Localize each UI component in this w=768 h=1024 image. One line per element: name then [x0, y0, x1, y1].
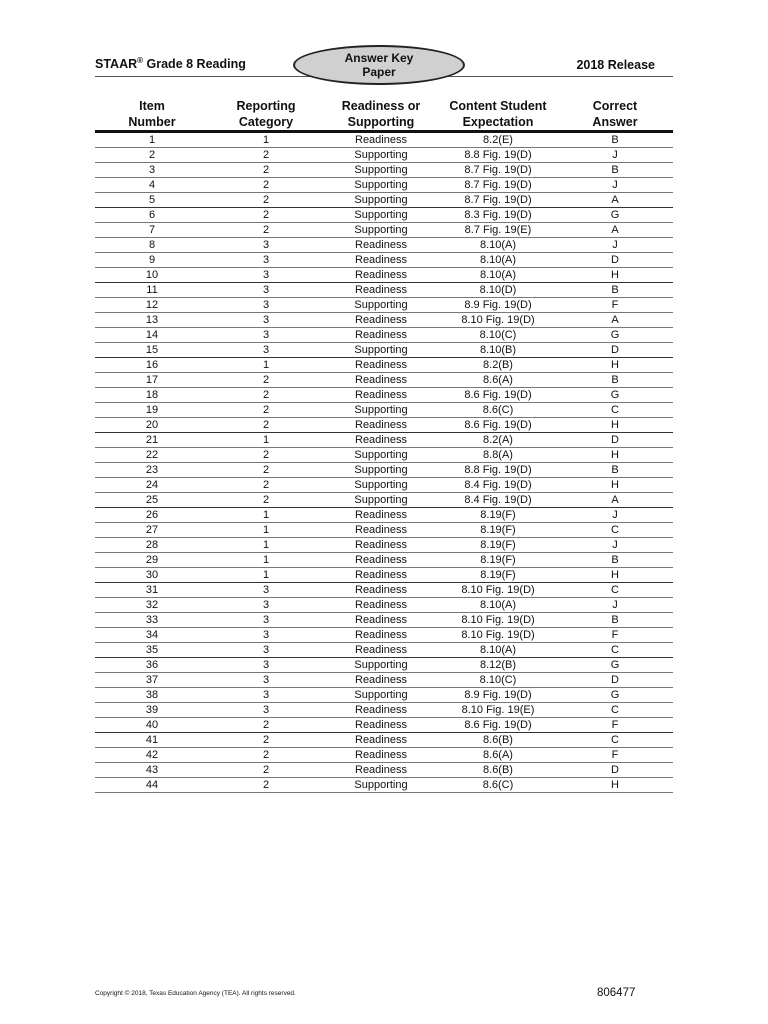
expectation-cell: 8.4 Fig. 19(D) [439, 493, 557, 508]
table-row [95, 268, 673, 283]
table-row [95, 658, 673, 673]
answer-cell: A [557, 223, 673, 238]
expectation-cell: 8.3 Fig. 19(D) [439, 208, 557, 223]
table-row [95, 448, 673, 463]
expectation-cell: 8.6(A) [439, 748, 557, 763]
item-number-cell: 33 [95, 613, 209, 628]
readiness-cell: Readiness [323, 418, 439, 433]
item-number-cell: 26 [95, 508, 209, 523]
answer-cell: B [557, 132, 673, 148]
reporting-category-cell: 3 [209, 703, 323, 718]
expectation-cell: 8.10(A) [439, 238, 557, 253]
answer-cell: D [557, 343, 673, 358]
answer-cell: C [557, 703, 673, 718]
readiness-cell: Readiness [323, 358, 439, 373]
expectation-cell: 8.10 Fig. 19(D) [439, 628, 557, 643]
readiness-cell: Supporting [323, 688, 439, 703]
expectation-cell: 8.10 Fig. 19(D) [439, 613, 557, 628]
item-number-cell: 2 [95, 148, 209, 163]
item-number-cell: 40 [95, 718, 209, 733]
item-number-cell: 30 [95, 568, 209, 583]
answer-cell: G [557, 388, 673, 403]
table-row [95, 478, 673, 493]
answer-cell: D [557, 253, 673, 268]
reporting-category-cell: 2 [209, 448, 323, 463]
reporting-category-cell: 1 [209, 538, 323, 553]
table-row [95, 298, 673, 313]
table-row [95, 253, 673, 268]
item-number-cell: 4 [95, 178, 209, 193]
readiness-cell: Readiness [323, 673, 439, 688]
table-row [95, 553, 673, 568]
answer-cell: F [557, 628, 673, 643]
expectation-cell: 8.10 Fig. 19(D) [439, 313, 557, 328]
readiness-cell: Readiness [323, 718, 439, 733]
table-row [95, 643, 673, 658]
table-row [95, 463, 673, 478]
answer-cell: C [557, 643, 673, 658]
answer-cell: A [557, 493, 673, 508]
readiness-cell: Readiness [323, 568, 439, 583]
table-row [95, 132, 673, 148]
reporting-category-cell: 3 [209, 688, 323, 703]
readiness-cell: Readiness [323, 523, 439, 538]
readiness-cell: Supporting [323, 298, 439, 313]
reporting-category-cell: 2 [209, 178, 323, 193]
table-row [95, 538, 673, 553]
reporting-category-cell: 3 [209, 268, 323, 283]
readiness-cell: Readiness [323, 508, 439, 523]
expectation-cell: 8.10(D) [439, 283, 557, 298]
table-row [95, 688, 673, 703]
table-row [95, 523, 673, 538]
item-number-cell: 35 [95, 643, 209, 658]
reporting-category-cell: 3 [209, 283, 323, 298]
item-number-cell: 11 [95, 283, 209, 298]
table-row [95, 568, 673, 583]
table-row [95, 493, 673, 508]
table-row [95, 778, 673, 793]
reporting-category-cell: 2 [209, 778, 323, 793]
reporting-category-cell: 1 [209, 433, 323, 448]
table-row [95, 718, 673, 733]
table-row [95, 433, 673, 448]
item-number-cell: 44 [95, 778, 209, 793]
reporting-category-cell: 2 [209, 193, 323, 208]
expectation-cell: 8.10 Fig. 19(E) [439, 703, 557, 718]
answer-cell: B [557, 553, 673, 568]
readiness-cell: Readiness [323, 703, 439, 718]
table-row [95, 163, 673, 178]
readiness-cell: Readiness [323, 253, 439, 268]
table-row [95, 373, 673, 388]
badge-line-2: Paper [362, 65, 396, 79]
expectation-cell: 8.19(F) [439, 568, 557, 583]
readiness-cell: Readiness [323, 313, 439, 328]
document-number: 806477 [597, 987, 636, 999]
item-number-cell: 20 [95, 418, 209, 433]
readiness-cell: Supporting [323, 463, 439, 478]
answer-cell: H [557, 478, 673, 493]
item-number-cell: 32 [95, 598, 209, 613]
column-header-reporting-category: Reporting Category [209, 97, 323, 132]
reporting-category-cell: 3 [209, 328, 323, 343]
readiness-cell: Supporting [323, 223, 439, 238]
item-number-cell: 16 [95, 358, 209, 373]
reporting-category-cell: 2 [209, 208, 323, 223]
table-row [95, 628, 673, 643]
item-number-cell: 27 [95, 523, 209, 538]
answer-cell: C [557, 523, 673, 538]
reporting-category-cell: 1 [209, 523, 323, 538]
item-number-cell: 21 [95, 433, 209, 448]
item-number-cell: 36 [95, 658, 209, 673]
item-number-cell: 17 [95, 373, 209, 388]
answer-key-badge [293, 45, 465, 85]
expectation-cell: 8.19(F) [439, 538, 557, 553]
reporting-category-cell: 1 [209, 553, 323, 568]
answer-cell: G [557, 688, 673, 703]
reporting-category-cell: 1 [209, 568, 323, 583]
expectation-cell: 8.2(E) [439, 132, 557, 148]
table-row [95, 148, 673, 163]
badge-line-1: Answer Key [344, 51, 414, 65]
test-title: STAAR® Grade 8 Reading [95, 56, 246, 72]
expectation-cell: 8.10(A) [439, 253, 557, 268]
table-row [95, 598, 673, 613]
reporting-category-cell: 1 [209, 508, 323, 523]
readiness-cell: Readiness [323, 613, 439, 628]
item-number-cell: 23 [95, 463, 209, 478]
answer-cell: G [557, 658, 673, 673]
readiness-cell: Supporting [323, 178, 439, 193]
reporting-category-cell: 2 [209, 388, 323, 403]
readiness-cell: Supporting [323, 163, 439, 178]
expectation-cell: 8.10(C) [439, 673, 557, 688]
item-number-cell: 38 [95, 688, 209, 703]
expectation-cell: 8.10(C) [439, 328, 557, 343]
answer-cell: B [557, 613, 673, 628]
item-number-cell: 25 [95, 493, 209, 508]
table-row [95, 673, 673, 688]
reporting-category-cell: 3 [209, 298, 323, 313]
answer-cell: J [557, 238, 673, 253]
readiness-cell: Supporting [323, 493, 439, 508]
expectation-cell: 8.19(F) [439, 523, 557, 538]
expectation-cell: 8.2(A) [439, 433, 557, 448]
expectation-cell: 8.7 Fig. 19(D) [439, 163, 557, 178]
expectation-cell: 8.12(B) [439, 658, 557, 673]
expectation-cell: 8.10(A) [439, 598, 557, 613]
readiness-cell: Readiness [323, 763, 439, 778]
reporting-category-cell: 2 [209, 718, 323, 733]
answer-cell: B [557, 163, 673, 178]
item-number-cell: 3 [95, 163, 209, 178]
answer-cell: C [557, 733, 673, 748]
reporting-category-cell: 3 [209, 238, 323, 253]
readiness-cell: Supporting [323, 148, 439, 163]
page-header [95, 52, 673, 77]
table-row [95, 403, 673, 418]
readiness-cell: Readiness [323, 373, 439, 388]
expectation-cell: 8.6(A) [439, 373, 557, 388]
answer-cell: F [557, 298, 673, 313]
answer-cell: A [557, 313, 673, 328]
item-number-cell: 15 [95, 343, 209, 358]
answer-cell: B [557, 373, 673, 388]
readiness-cell: Readiness [323, 553, 439, 568]
expectation-cell: 8.6 Fig. 19(D) [439, 718, 557, 733]
table-row [95, 343, 673, 358]
expectation-cell: 8.10 Fig. 19(D) [439, 583, 557, 598]
readiness-cell: Supporting [323, 658, 439, 673]
readiness-cell: Readiness [323, 643, 439, 658]
expectation-cell: 8.6(B) [439, 763, 557, 778]
expectation-cell: 8.7 Fig. 19(D) [439, 178, 557, 193]
copyright-notice: Copyright © 2018, Texas Education Agency (TEA). All rights reserved. [95, 990, 296, 997]
reporting-category-cell: 2 [209, 478, 323, 493]
readiness-cell: Supporting [323, 448, 439, 463]
answer-cell: J [557, 148, 673, 163]
item-number-cell: 14 [95, 328, 209, 343]
readiness-cell: Readiness [323, 328, 439, 343]
reporting-category-cell: 2 [209, 163, 323, 178]
item-number-cell: 22 [95, 448, 209, 463]
column-header-item-number: Item Number [95, 97, 209, 132]
item-number-cell: 5 [95, 193, 209, 208]
readiness-cell: Readiness [323, 628, 439, 643]
answer-cell: G [557, 328, 673, 343]
item-number-cell: 6 [95, 208, 209, 223]
reporting-category-cell: 2 [209, 403, 323, 418]
expectation-cell: 8.4 Fig. 19(D) [439, 478, 557, 493]
expectation-cell: 8.2(B) [439, 358, 557, 373]
table-row [95, 508, 673, 523]
answer-cell: C [557, 583, 673, 598]
answer-cell: C [557, 403, 673, 418]
answer-key-table [95, 97, 673, 793]
table-row [95, 238, 673, 253]
answer-cell: D [557, 673, 673, 688]
answer-cell: D [557, 433, 673, 448]
reporting-category-cell: 3 [209, 613, 323, 628]
reporting-category-cell: 2 [209, 493, 323, 508]
answer-cell: H [557, 358, 673, 373]
item-number-cell: 43 [95, 763, 209, 778]
item-number-cell: 10 [95, 268, 209, 283]
answer-cell: A [557, 193, 673, 208]
reporting-category-cell: 3 [209, 343, 323, 358]
reporting-category-cell: 1 [209, 358, 323, 373]
expectation-cell: 8.6(C) [439, 403, 557, 418]
readiness-cell: Supporting [323, 193, 439, 208]
item-number-cell: 12 [95, 298, 209, 313]
reporting-category-cell: 3 [209, 673, 323, 688]
answer-cell: H [557, 778, 673, 793]
reporting-category-cell: 2 [209, 763, 323, 778]
answer-cell: F [557, 718, 673, 733]
table-row [95, 208, 673, 223]
reporting-category-cell: 3 [209, 658, 323, 673]
expectation-cell: 8.7 Fig. 19(D) [439, 193, 557, 208]
expectation-cell: 8.6 Fig. 19(D) [439, 418, 557, 433]
expectation-cell: 8.8 Fig. 19(D) [439, 148, 557, 163]
readiness-cell: Supporting [323, 478, 439, 493]
reporting-category-cell: 3 [209, 313, 323, 328]
answer-cell: H [557, 418, 673, 433]
readiness-cell: Supporting [323, 208, 439, 223]
reporting-category-cell: 1 [209, 132, 323, 148]
expectation-cell: 8.6(C) [439, 778, 557, 793]
table-row [95, 223, 673, 238]
reporting-category-cell: 2 [209, 223, 323, 238]
item-number-cell: 29 [95, 553, 209, 568]
item-number-cell: 13 [95, 313, 209, 328]
table-row [95, 763, 673, 778]
readiness-cell: Readiness [323, 733, 439, 748]
table-header-row [95, 97, 673, 132]
expectation-cell: 8.19(F) [439, 553, 557, 568]
answer-cell: H [557, 448, 673, 463]
expectation-cell: 8.10(A) [439, 268, 557, 283]
answer-cell: J [557, 538, 673, 553]
item-number-cell: 28 [95, 538, 209, 553]
table-row [95, 703, 673, 718]
table-row [95, 328, 673, 343]
expectation-cell: 8.7 Fig. 19(E) [439, 223, 557, 238]
reporting-category-cell: 2 [209, 373, 323, 388]
item-number-cell: 24 [95, 478, 209, 493]
readiness-cell: Supporting [323, 403, 439, 418]
answer-cell: J [557, 598, 673, 613]
item-number-cell: 1 [95, 132, 209, 148]
readiness-cell: Readiness [323, 283, 439, 298]
item-number-cell: 39 [95, 703, 209, 718]
table-row [95, 733, 673, 748]
item-number-cell: 8 [95, 238, 209, 253]
table-row [95, 613, 673, 628]
answer-cell: B [557, 463, 673, 478]
item-number-cell: 9 [95, 253, 209, 268]
table-row [95, 418, 673, 433]
expectation-cell: 8.9 Fig. 19(D) [439, 688, 557, 703]
answer-cell: J [557, 178, 673, 193]
expectation-cell: 8.9 Fig. 19(D) [439, 298, 557, 313]
table-row [95, 283, 673, 298]
answer-cell: F [557, 748, 673, 763]
expectation-cell: 8.19(F) [439, 508, 557, 523]
readiness-cell: Readiness [323, 268, 439, 283]
item-number-cell: 31 [95, 583, 209, 598]
readiness-cell: Readiness [323, 538, 439, 553]
release-label: 2018 Release [576, 58, 655, 72]
table-row [95, 193, 673, 208]
expectation-cell: 8.8(A) [439, 448, 557, 463]
reporting-category-cell: 3 [209, 598, 323, 613]
item-number-cell: 42 [95, 748, 209, 763]
answer-cell: G [557, 208, 673, 223]
readiness-cell: Readiness [323, 583, 439, 598]
item-number-cell: 19 [95, 403, 209, 418]
table-row [95, 178, 673, 193]
readiness-cell: Supporting [323, 778, 439, 793]
answer-cell: B [557, 283, 673, 298]
item-number-cell: 7 [95, 223, 209, 238]
reporting-category-cell: 2 [209, 148, 323, 163]
reporting-category-cell: 2 [209, 463, 323, 478]
item-number-cell: 41 [95, 733, 209, 748]
readiness-cell: Readiness [323, 598, 439, 613]
readiness-cell: Readiness [323, 433, 439, 448]
answer-cell: J [557, 508, 673, 523]
table-row [95, 583, 673, 598]
item-number-cell: 34 [95, 628, 209, 643]
reporting-category-cell: 3 [209, 583, 323, 598]
table-row [95, 313, 673, 328]
readiness-cell: Readiness [323, 748, 439, 763]
item-number-cell: 37 [95, 673, 209, 688]
expectation-cell: 8.10(A) [439, 643, 557, 658]
readiness-cell: Supporting [323, 343, 439, 358]
table-row [95, 388, 673, 403]
readiness-cell: Readiness [323, 388, 439, 403]
column-header-readiness-supporting: Readiness or Supporting [323, 97, 439, 132]
reporting-category-cell: 2 [209, 418, 323, 433]
readiness-cell: Readiness [323, 132, 439, 148]
expectation-cell: 8.6 Fig. 19(D) [439, 388, 557, 403]
column-header-content-expectation: Content Student Expectation [439, 97, 557, 132]
readiness-cell: Readiness [323, 238, 439, 253]
reporting-category-cell: 3 [209, 643, 323, 658]
answer-cell: D [557, 763, 673, 778]
reporting-category-cell: 2 [209, 748, 323, 763]
column-header-correct-answer: Correct Answer [557, 97, 673, 132]
item-number-cell: 18 [95, 388, 209, 403]
expectation-cell: 8.10(B) [439, 343, 557, 358]
answer-cell: H [557, 568, 673, 583]
expectation-cell: 8.8 Fig. 19(D) [439, 463, 557, 478]
answer-cell: H [557, 268, 673, 283]
table-row [95, 748, 673, 763]
reporting-category-cell: 3 [209, 628, 323, 643]
expectation-cell: 8.6(B) [439, 733, 557, 748]
table-row [95, 358, 673, 373]
reporting-category-cell: 2 [209, 733, 323, 748]
reporting-category-cell: 3 [209, 253, 323, 268]
